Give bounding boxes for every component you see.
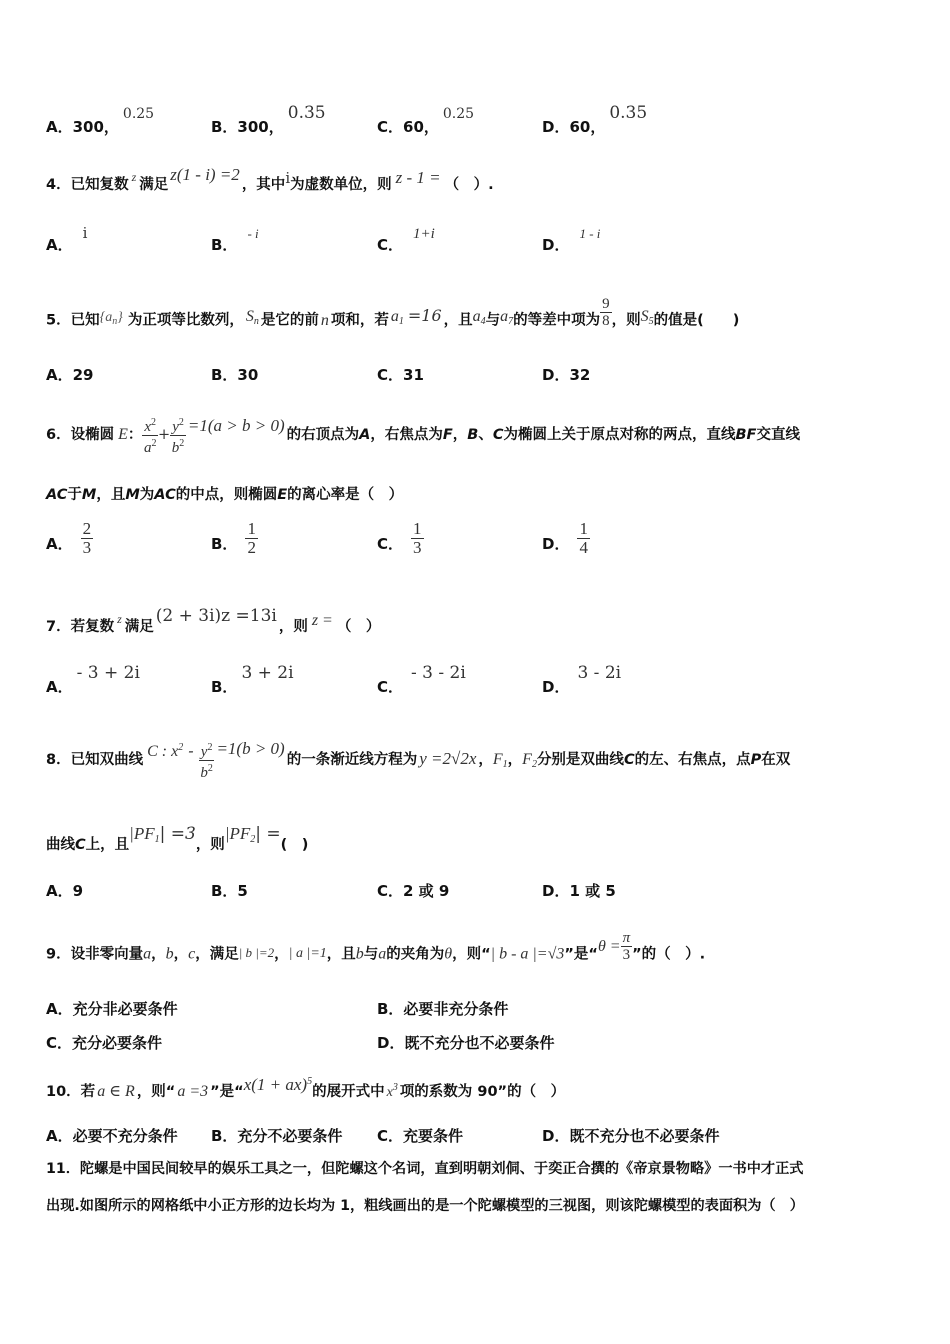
q8-frac-y: $\frac{y^2}{b^2}$ [200,741,213,781]
q5-option-a[interactable]: A．29 [46,366,94,384]
q3-option-a[interactable]: A．300，0.25 [46,106,155,136]
q4-option-b[interactable]: B．- i [211,226,259,254]
question-4: 4．已知复数 $^z$ 满足z(1 - i) =2，其中i为虚数单位，则 z - 1 = （ ）. [46,165,494,193]
q8-option-b[interactable]: B．5 [211,882,248,900]
q5-option-b[interactable]: B．30 [211,366,259,384]
q5-option-c[interactable]: C．31 [377,366,424,384]
question-9: 9．设非零向量a，b，c，满足| b |=2，| a |=1，且b与a的夹角为θ，则“| b - a |=√3”是“θ = $\frac{\pi}{3}$ ”的（ ）. [46,930,706,963]
q3-option-b[interactable]: B．300，0.35 [211,103,326,136]
q8-option-a[interactable]: A．9 [46,882,84,900]
q7-option-a[interactable]: A．- 3 + 2i [46,663,140,696]
question-10: 10．若 a ∈ R ，则“ a =3 ”是“x(1 + ax)$^5$的展开式中 $x^3$ 项的系数为 90”的（ ） [46,1075,566,1100]
q4-option-d[interactable]: D．1 - i [542,226,601,254]
q8-option-d[interactable]: D．1 或 5 [542,882,616,900]
q8-option-c[interactable]: C．2 或 9 [377,882,450,900]
question-11-line-1: 11．陀螺是中国民间较早的娱乐工具之一，但陀螺这个名词，直到明朝刘侗、于奕正合撰的《帝京景物略》一书中才正式 [46,1161,804,1177]
q10-option-d[interactable]: D．既不充分也不必要条件 [542,1127,720,1145]
q6-frac-x: $\frac{x^2}{a^2}$ [143,416,157,456]
question-8-line-2: 曲线C上，且$|PF_1| =3$，则$|PF_2|$ =( ) [46,824,309,853]
q5-option-d[interactable]: D．32 [542,366,591,384]
q10-option-a[interactable]: A．必要不充分条件 [46,1127,178,1145]
q9-frac-pi: $\frac{\pi}{3}$ [622,930,631,963]
q7-option-b[interactable]: B．3 + 2i [211,663,294,696]
q6-option-a[interactable]: A． $\frac{2}{3}$ [46,519,92,557]
question-6: 6．设椭圆 E： $\frac{x^2}{a^2}$ + $\frac{y^2}{b^2}$ =1(a > b > 0) 的右顶点为A，右焦点为F，B、C为椭圆上关于原点对称的两点，直线BF交直线 [46,416,800,456]
question-6-line-2: AC于M，且M为AC的中点，则椭圆E的离心率是（ ） [46,487,404,503]
q6-frac-y: $\frac{y^2}{b^2}$ [171,416,185,456]
question-5: 5．已知$\{a_n\}$ 为正项等比数列， $S_n$ 是它的前 n 项和，若 $a_1 =16$ ，且$a_4$与$a_7$的等差中项为 $\frac{9}{8}$ ，则$S_5$的值是( ) [46,296,740,329]
q9-option-d[interactable]: D．既不充分也不必要条件 [377,1034,555,1052]
q7-option-c[interactable]: C．- 3 - 2i [377,663,466,696]
q6-option-c[interactable]: C． $\frac{1}{3}$ [377,519,422,557]
q9-option-a[interactable]: A．充分非必要条件 [46,1000,178,1018]
question-11-line-2: 出现.如图所示的网格纸中小正方形的边长均为 1，粗线画出的是一个陀螺模型的三视图，则该陀螺模型的表面积为（ ） [46,1198,804,1214]
q4-option-c[interactable]: C．1+i [377,226,435,254]
q9-option-b[interactable]: B．必要非充分条件 [377,1000,509,1018]
q9-option-c[interactable]: C．充分必要条件 [46,1034,163,1052]
q6-option-d[interactable]: D． $\frac{1}{4}$ [542,519,588,557]
q5-fraction: $\frac{9}{8}$ [602,296,610,329]
q4-option-a[interactable]: A．i [46,224,88,254]
question-7: 7．若复数 $^z$ 满足(2 + 3i)z =13i，则 z = （ ） [46,606,381,635]
q7-option-d[interactable]: D．3 - 2i [542,663,622,696]
question-8: 8．已知双曲线 C : $x^2$ - $\frac{y^2}{b^2}$ =1(b > 0)的一条渐近线方程为 y =2√2x ，$F_1$，$F_2$分别是双曲线C的左、右焦点，点P在双 [46,739,791,781]
q6-option-b[interactable]: B． $\frac{1}{2}$ [211,519,256,557]
q3-option-c[interactable]: C．60，0.25 [377,106,475,136]
q10-option-b[interactable]: B．充分不必要条件 [211,1127,343,1145]
q3-option-d[interactable]: D．60，0.35 [542,103,648,136]
q10-option-c[interactable]: C．充要条件 [377,1127,464,1145]
